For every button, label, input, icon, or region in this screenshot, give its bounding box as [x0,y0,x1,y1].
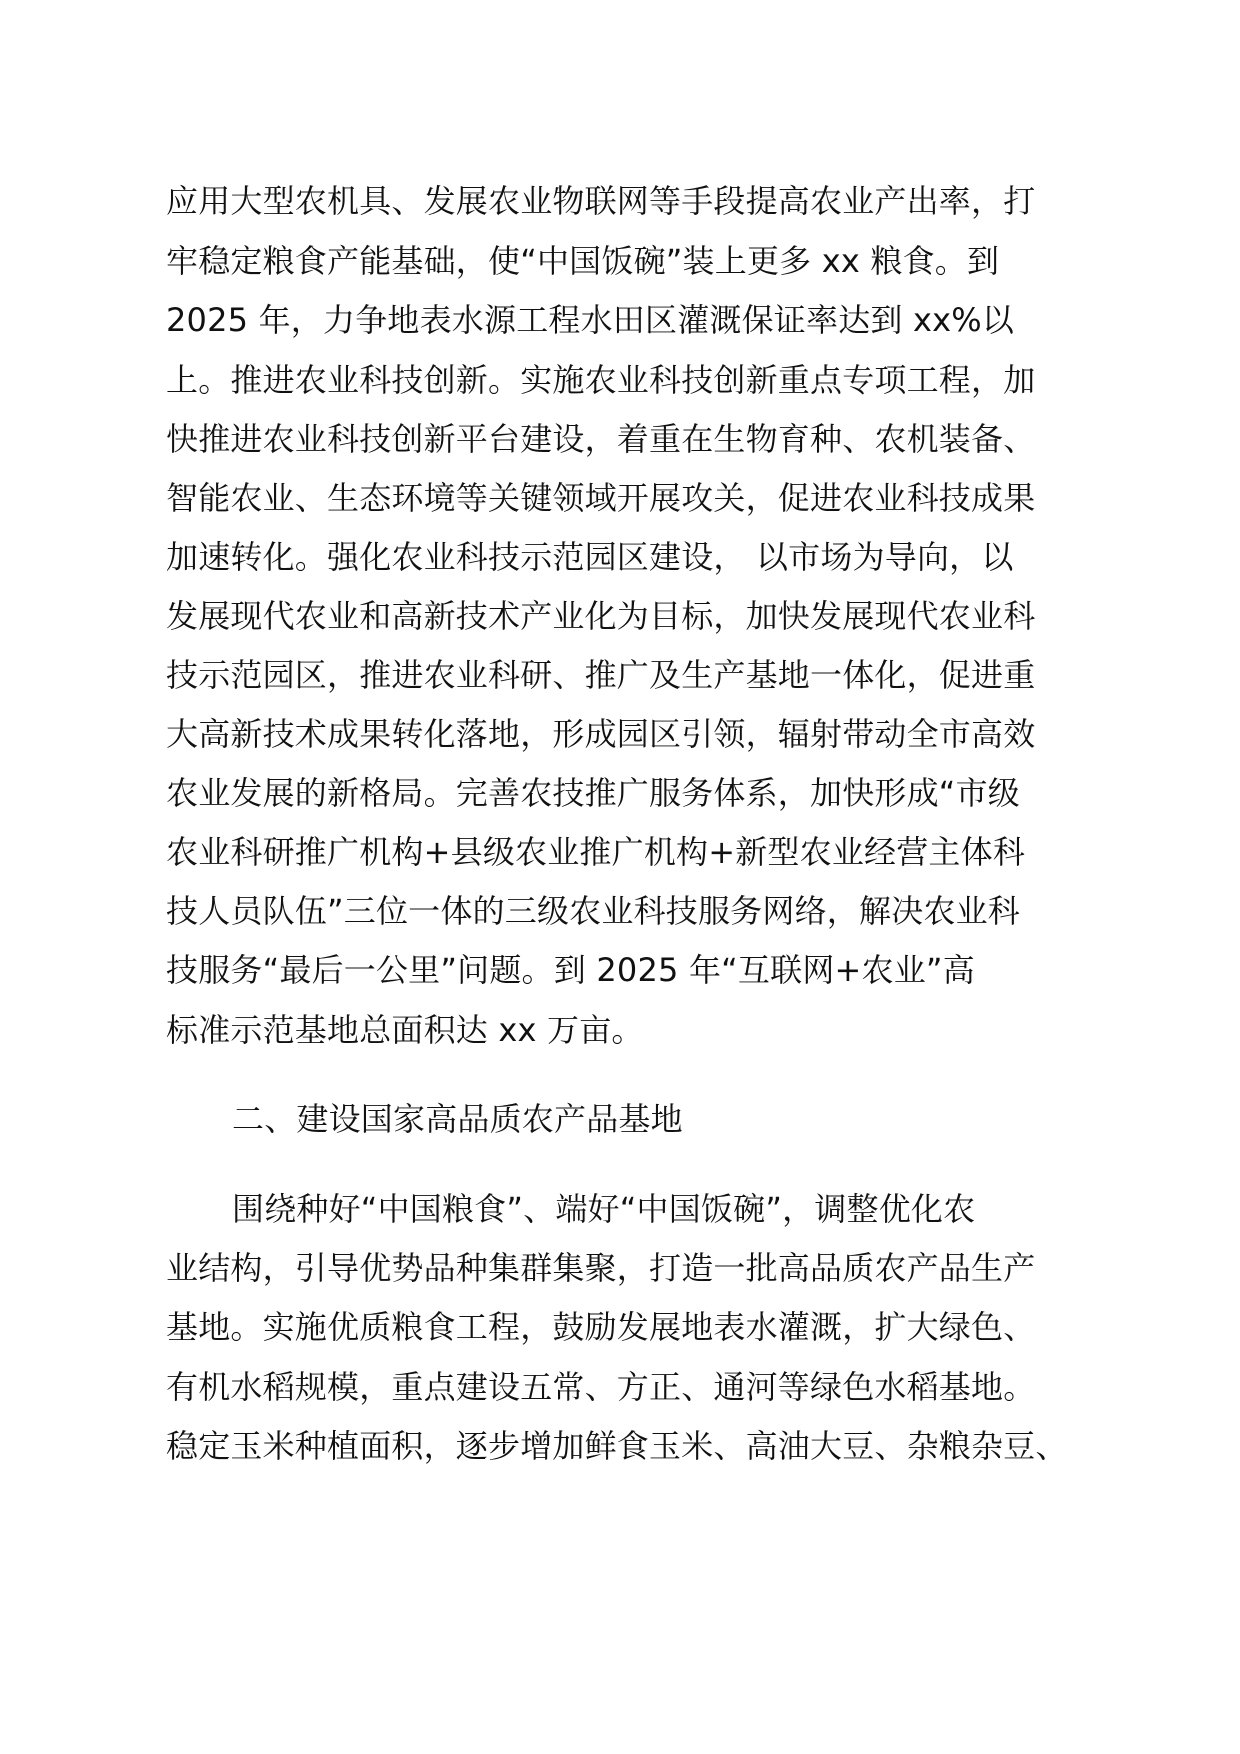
text-line: 智能农业、生态环境等关键领域开展攻关，促进农业科技成果 [166,479,1036,517]
text-line: 2025 年，力争地表水源工程水田区灌溉保证率达到 xx%以 [166,301,1015,339]
text-line: 技人员队伍”三位一体的三级农业科技服务网络，解决农业科 [166,892,1020,930]
text-line: 应用大型农机具、发展农业物联网等手段提高农业产出率，打 [166,182,1036,220]
text-line: 基地。实施优质粮食工程，鼓励发展地表水灌溉，扩大绿色、 [166,1308,1036,1346]
text-line: 加速转化。强化农业科技示范园区建设， 以市场为导向，以 [166,538,1014,576]
text-line: 牢稳定粮食产能基础，使“中国饭碗”装上更多 xx 粮食。到 [166,242,1000,280]
text-line: 发展现代农业和高新技术产业化为目标，加快发展现代农业科 [166,597,1036,635]
text-line: 上。推进农业科技创新。实施农业科技创新重点专项工程，加 [166,361,1036,399]
text-line: 稳定玉米种植面积，逐步增加鲜食玉米、高油大豆、杂粮杂豆、 [166,1427,1068,1465]
text-line: 农业科研推广机构+县级农业推广机构+新型农业经营主体科 [166,833,1026,871]
section-heading: 二、建设国家高品质农产品基地 [232,1100,683,1138]
text-line: 有机水稻规模，重点建设五常、方正、通河等绿色水稻基地。 [166,1368,1036,1406]
text-line: 快推进农业科技创新平台建设，着重在生物育种、农机装备、 [166,420,1036,458]
text-line: 农业发展的新格局。完善农技推广服务体系，加快形成“市级 [166,774,1020,812]
text-line: 围绕种好“中国粮食”、端好“中国饭碗”，调整优化农 [232,1190,976,1228]
text-line: 技示范园区，推进农业科研、推广及生产基地一体化，促进重 [166,656,1036,694]
text-line: 大高新技术成果转化落地，形成园区引领，辐射带动全市高效 [166,715,1036,753]
text-line: 标准示范基地总面积达 xx 万亩。 [166,1011,644,1049]
text-line: 技服务“最后一公里”问题。到 2025 年“互联网+农业”高 [166,951,975,989]
text-line: 业结构，引导优势品种集群集聚，打造一批高品质农产品生产 [166,1249,1036,1287]
